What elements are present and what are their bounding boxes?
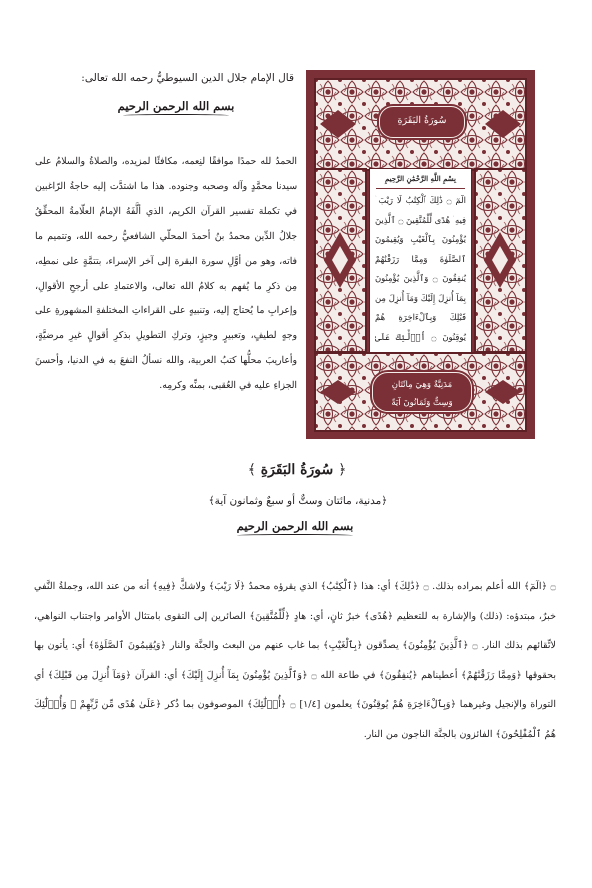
sura-info-cartouche bbox=[372, 372, 472, 412]
ornament-top-panel bbox=[314, 78, 527, 171]
ornament-right-border bbox=[474, 168, 527, 353]
basmala-calligraphy bbox=[110, 99, 242, 117]
sura-name-cartouche bbox=[379, 106, 465, 138]
cartouche-title: سُورَةُ البَقَرَةِ bbox=[397, 115, 447, 126]
tafsir-commentary: ۝ ﴿الٓمٓ﴾ الله أعلم بمراده بذلك. ۝ ﴿ذَٰلِكَ﴾ أي: هذا ﴿ٱلْكِتَٰبُ﴾ الذي يقرؤه محمدٌ ﴿لَا رَيْبَ﴾ ولاشكَّ ﴿فِيهِ﴾ أنه من عند الله، وجملةُ النَّفي خبرٌ، مبتدؤه: (ذلك) والإشارة به للتعظيم ﴿هُدًى﴾ خبرٌ ثانٍ، أي: هادٍ ﴿لِّلْمُتَّقِينَ﴾ الصائرين إلى التقوى بامتثال الأوامر واجتناب النواهي، لاتِّقائهم بذلك النار. ۝ ﴿ٱلَّذِينَ يُؤْمِنُونَ﴾ يصدِّقون ﴿بِٱلْغَيْبِ﴾ بما غاب عنهم من البعث والجنَّة والنار ﴿وَيُقِيمُونَ ٱلصَّلَوٰةَ﴾ أي: يأتون بها بحقوقها ﴿وَمِمَّا رَزَقْنَٰهُمْ﴾ أعطيناهم ﴿يُنفِقُونَ﴾ في طاعة الله ۝ ﴿وَٱلَّذِينَ يُؤْمِنُونَ بِمَآ أُنزِلَ إِلَيْكَ﴾ أي: القرآن ﴿وَمَآ أُنزِلَ مِن قَبْلِكَ﴾ أي التوراة والإنجيل وغيرهما ﴿وَبِٱلْءَاخِرَةِ هُمْ يُوقِنُونَ﴾ يعلمون [١/٤] ۝ ﴿أُو۟لَٰٓئِكَ﴾ الموصوفون بما ذُكر ﴿عَلَىٰ هُدًى مِّن رَّبِّهِمْ ۖ وَأُو۟لَٰٓئِكَ هُمُ ٱلْمُفْلِحُونَ﴾ الفائزون بالجنَّة الناجون من النار. bbox=[34, 581, 557, 740]
basmala-swash bbox=[123, 114, 229, 117]
sura-title-text: سُورَةُ البَقَرَةِ bbox=[260, 462, 334, 478]
basmala-text: بسم الله الرحمن الرحيم bbox=[236, 519, 354, 533]
basmala-swash bbox=[237, 534, 354, 537]
cartouche-info-line-1: مَدَنِيَّةٌ وَهِيَ مِائَتَانِ bbox=[391, 380, 453, 390]
ornate-bracket-close: ﴾ bbox=[247, 462, 256, 478]
intro-heading: قال الإمام جلال الدين السيوطيُّ رحمه الله تعالى: bbox=[81, 72, 294, 84]
sura-description: ﴿مدنية، مائتان وستٌّ أو سبعٌ وثمانون آية﴾ bbox=[208, 495, 388, 507]
sura-title bbox=[220, 458, 374, 482]
ornament-left-border bbox=[314, 168, 367, 353]
basmala-text: بسم الله الرحمن الرحيم bbox=[117, 99, 235, 113]
quran-verses: الٓمٓ ۝ ذَٰلِكَ ٱلْكِتَٰبُ لَا رَيْبَ ۛ فِيهِ ۛ هُدًى لِّلْمُتَّقِينَ ۝ ٱلَّذِينَ يُؤْمِنُونَ بِٱلْغَيْبِ وَيُقِيمُونَ ٱلصَّلَوٰةَ وَمِمَّا رَزَقْنَٰهُمْ يُنفِقُونَ ۝ وَٱلَّذِينَ يُؤْمِنُونَ بِمَآ أُنزِلَ إِلَيْكَ وَمَآ أُنزِلَ مِن قَبْلِكَ وَبِٱلْءَاخِرَةِ هُمْ يُوقِنُونَ ۝ أُو۟لَٰٓئِكَ عَلَىٰ bbox=[375, 195, 466, 342]
ornament-bottom-panel bbox=[314, 352, 527, 432]
cartouche-info-line-2: وَسِتٌّ وَثَمَانُونَ آيَةً bbox=[391, 398, 453, 408]
verse-frame bbox=[369, 168, 472, 353]
verse-basmala: بِسْمِ اللَّهِ الرَّحْمَٰنِ الرَّحِيمِ bbox=[376, 174, 465, 189]
intro-paragraph: الحمدُ لله حمدًا موافقًا لنِعمه، مكافئًا لمزيده، والصلاةُ والسلامُ على سيدنا محمَّدٍ وآله وصحبه وجنوده. هذا ما اشتدَّت إليه حاجةُ الرّاغبين في تكملة تفسير القرآن الكريم، الذي ألَّفَهُ الإمامُ العلّامةُ المحقِّقُ جلالُ الدِّين محمدُ بنُ أحمدَ المحلّي الشافعيُّ رحمه الله، وتتميم ما فاته، وهو من أوَّلِ سورة البقرة إلى آخر الإسراء، بتتمَّةٍ على نمطِه، مِن ذكرِ ما يُفهم به كلامُ الله تعالى، والاعتمادِ على أرجحِ الأقوالِ، وإعرابِ ما يُحتاج إليه، وتنبيهٍ على القراءاتِ المختلفةِ المشهورةِ على وجهٍ لطيفٍ، وتعبيرٍ وجيزٍ، وتركِ التطويلِ بذكرِ أقوالٍ غيرِ مرضيَّةٍ، وأعاريبَ محلُّها كتبُ العربية، والله نسألُ النفعَ به في الدنيا، وأحسنَ الجزاءِ عليه في العُقبى، بمنِّه وكرمِه. bbox=[35, 156, 297, 392]
ornamental-mushaf-panel bbox=[306, 70, 535, 439]
ornate-bracket-open: ﴿ bbox=[338, 462, 347, 478]
basmala-calligraphy-center bbox=[222, 519, 368, 537]
